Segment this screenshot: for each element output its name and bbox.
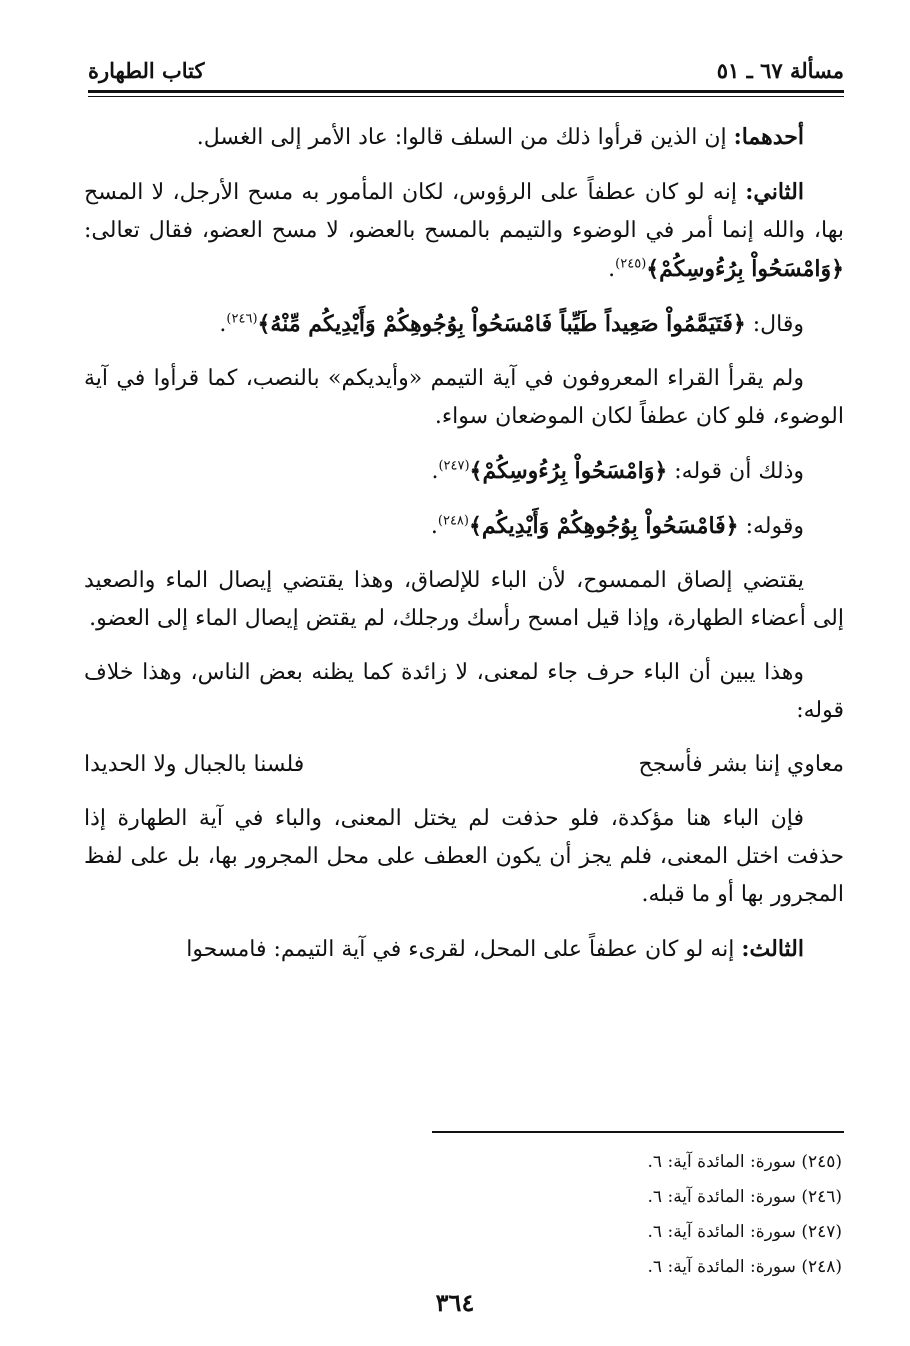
quran-verse: ﴿وَامْسَحُواْ بِرُءُوسِكُمْ﴾ — [646, 256, 844, 282]
main-text — [84, 118, 844, 985]
footnote-ref: (٢٤٥) — [615, 256, 647, 272]
header-issue-number: مسألة ٦٧ ـ ٥١ — [716, 57, 844, 83]
quran-verse: ﴿فَتَيَمَّمُواْ صَعِيداً طَيِّباً فَامْسَحُواْ بِوُجُوهِكُمْ وَأَيْدِيكُم مِّنْهُ﴾ — [257, 311, 746, 337]
footnote-item: (٢٤٨) سورة: المائدة آية: ٦. — [647, 1257, 842, 1277]
page-number: ٣٦٤ — [435, 1288, 475, 1317]
paragraph-end: . — [608, 257, 616, 282]
paragraph-his-saying — [84, 452, 844, 491]
paragraph-lead: الثاني: — [745, 179, 804, 205]
footnote-ref: (٢٤٨) — [437, 513, 469, 529]
paragraph-end: . — [219, 312, 227, 337]
header-book-title: كتاب الطهارة — [88, 57, 205, 83]
footnote-item: (٢٤٧) سورة: المائدة آية: ٦. — [647, 1222, 842, 1242]
paragraph-lead: الثالث: — [741, 936, 804, 962]
paragraph-text: إنه لو كان عطفاً على الرؤوس، لكان المأمور به مسح الأرجل، لا المسح بها، والله إنما أمر في الوضوء والتيمم بالمسح بالعضو، لا مسح العضو، فقال تعالى: — [84, 180, 844, 243]
paragraph-text: وقال: — [745, 312, 804, 337]
paragraph-text: إنه لو كان عطفاً على المحل، لقرىء في آية التيمم: فامسحوا — [186, 937, 742, 962]
paragraph-first-view — [84, 118, 844, 157]
poem-second-hemistich: فلسنا بالجبال ولا الحديدا — [84, 752, 305, 777]
header-rule — [88, 90, 844, 93]
paragraph-and-his-saying — [84, 507, 844, 546]
header-rule-thin — [88, 96, 844, 97]
paragraph-text: إن الذين قرأوا ذلك من السلف قالوا: عاد الأمر إلى الغسل. — [196, 125, 734, 150]
paragraph-adhesion: يقتضي إلصاق الممسوح، لأن الباء للإلصاق، وهذا يقتضي إيصال الماء والصعيد إلى أعضاء الطهارة، وإذا قيل امسح رأسك ورجلك، لم يقتض إيصال الماء إلى العضو. — [84, 568, 844, 631]
paragraph-reciters: ولم يقرأ القراء المعروفون في آية التيمم «وأيديكم» بالنصب، كما قرأوا في آية الوضوء، فلو كان عطفاً لكان الموضعان سواء. — [84, 366, 844, 429]
paragraph-ba-meaning: وهذا يبين أن الباء حرف جاء لمعنى، لا زائدة كما يظنه بعض الناس، وهذا خلاف قوله: — [84, 660, 844, 723]
footnote-item: (٢٤٦) سورة: المائدة آية: ٦. — [647, 1187, 842, 1207]
paragraph-end: . — [431, 459, 439, 484]
paragraph-third-view — [84, 930, 844, 969]
footnote-separator — [432, 1131, 844, 1133]
footnote-ref: (٢٤٦) — [226, 311, 258, 327]
running-header — [88, 52, 844, 88]
poem-first-hemistich: معاوي إننا بشر فأسجح — [638, 752, 844, 777]
paragraph-text: وذلك أن قوله: — [667, 459, 804, 484]
paragraph-text: وقوله: — [738, 514, 804, 539]
quran-verse: ﴿وَامْسَحُواْ بِرُءُوسِكُمْ﴾ — [469, 458, 668, 484]
footnotes — [430, 1145, 842, 1285]
paragraph-lead: أحدهما: — [733, 124, 804, 150]
footnote-ref: (٢٤٧) — [438, 458, 470, 474]
paragraph-second-view — [84, 173, 844, 289]
footnote-item: (٢٤٥) سورة: المائدة آية: ٦. — [647, 1152, 842, 1172]
quran-verse: ﴿فَامْسَحُواْ بِوُجُوهِكُمْ وَأَيْدِيكُم﴾ — [469, 513, 739, 539]
paragraph-emphatic-ba: فإن الباء هنا مؤكدة، فلو حذفت لم يختل المعنى، والباء في آية الطهارة إذا حذفت اختل المعنى، فلم يجز أن يكون العطف على محل المجرور بها، بل على لفظ المجرور بها أو ما قبله. — [84, 806, 844, 907]
paragraph-tayammum-verse — [84, 305, 844, 344]
paragraph-end: . — [430, 514, 438, 539]
poetry-verse — [84, 746, 844, 784]
